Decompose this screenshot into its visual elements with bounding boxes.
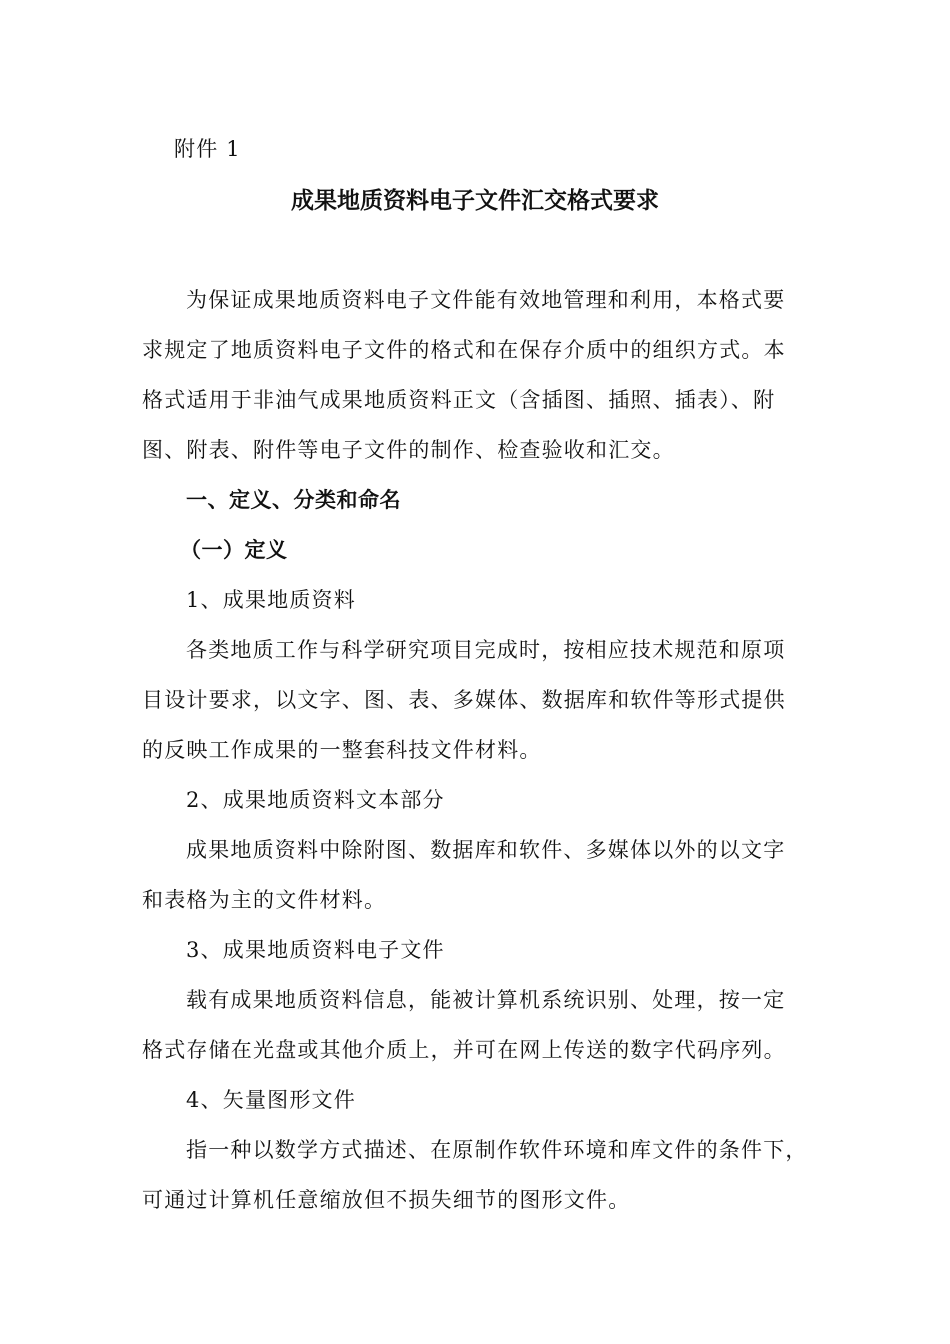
item-1-title: 1、成果地质资料 [186, 588, 356, 612]
item-1-line-2: 目设计要求，以文字、图、表、多媒体、数据库和软件等形式提供 [142, 688, 786, 712]
item-3-line-2: 格式存储在光盘或其他介质上，并可在网上传送的数字代码序列。 [142, 1038, 786, 1062]
item-3-title: 3、成果地质资料电子文件 [186, 938, 445, 962]
intro-line-1: 为保证成果地质资料电子文件能有效地管理和利用，本格式要 [186, 288, 786, 312]
item-1-line-3: 的反映工作成果的一整套科技文件材料。 [142, 738, 542, 762]
item-4-line-2: 可通过计算机任意缩放但不损失细节的图形文件。 [142, 1188, 631, 1212]
item-1-line-1: 各类地质工作与科学研究项目完成时，按相应技术规范和原项 [186, 638, 786, 662]
attachment-label: 附件 1 [174, 137, 241, 161]
item-3-line-1: 载有成果地质资料信息，能被计算机系统识别、处理，按一定 [186, 988, 786, 1012]
item-4-line-1: 指一种以数学方式描述、在原制作软件环境和库文件的条件下， [186, 1138, 808, 1162]
item-2-line-2: 和表格为主的文件材料。 [142, 888, 387, 912]
intro-line-3: 格式适用于非油气成果地质资料正文（含插图、插照、插表）、附 [142, 388, 776, 412]
intro-line-4: 图、附表、附件等电子文件的制作、检查验收和汇交。 [142, 438, 675, 462]
subsection-heading: （一）定义 [180, 538, 288, 562]
section-heading: 一、定义、分类和命名 [186, 488, 401, 512]
item-2-line-1: 成果地质资料中除附图、数据库和软件、多媒体以外的以文字 [186, 838, 786, 862]
item-4-title: 4、矢量图形文件 [186, 1088, 356, 1112]
document-title: 成果地质资料电子文件汇交格式要求 [291, 188, 659, 214]
item-2-title: 2、成果地质资料文本部分 [186, 788, 445, 812]
intro-line-2: 求规定了地质资料电子文件的格式和在保存介质中的组织方式。本 [142, 338, 786, 362]
